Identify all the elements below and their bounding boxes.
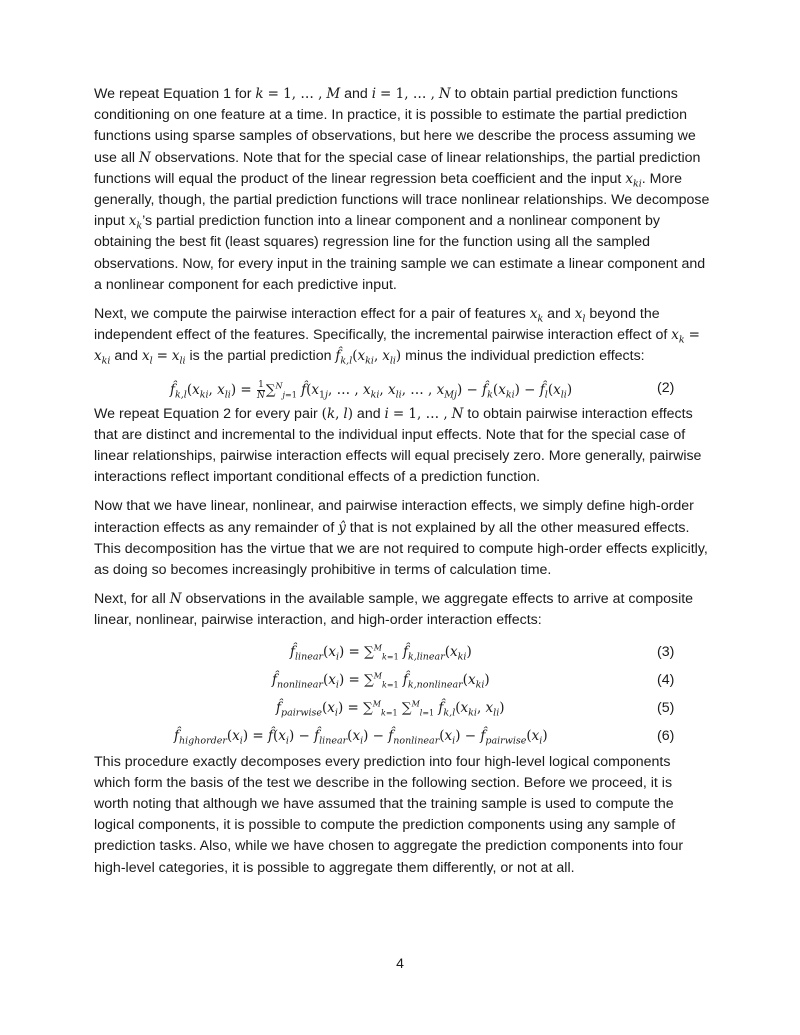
paragraph-3: We repeat Equation 2 for every pair (k, l) and i = 1, … , N to obtain pairwise interaction effects that are distinct and incremental to the individual input effects. Note that for the special case of linear relationships, pairwise interaction effects will equal precisely zero. More generally, pairwise interactions reflect important conditional effects of a prediction function. [94,405,702,486]
paragraph-1: We repeat Equation 1 for k = 1, … , M and i = 1, … , N to obtain partial prediction functions conditioning on one feature at a time. In practice, it is possible to estimate the partial prediction functions using sparse samples of observations, but here we describe the process assuming we use all N observations. Note that for the special case of linear relationships, the partial prediction functions will equal the product of the linear regression beta coefficient and the input $x_{ki}$. More generally, though, the partial prediction functions will trace nonlinear relationships. We decompose input $x_k’s$ partial prediction function into a linear component and a nonlinear component by obtaining the best fit (least squares) regression line for the function using all the sampled observations. Now, for every input in the training sample we can estimate a linear component and a nonlinear component for each predictive input. [94,86,710,293]
paragraph-5: Next, for all N observations in the available sample, we aggregate effects to arrive at composite linear, nonlinear, pairwise interaction, and high-order interaction effects: [94,591,694,629]
equation-6-number: (6) [657,727,675,744]
equation-6-body: $f̂_{highorder}(x_i)$ = $f̂(x_i)$ − $f̂_{linear}(x_i)$ − $f̂_{nonlinear}(x_i)$ − $f̂_{pairwise}(x_i)$ [174,727,548,747]
equation-4-body: $f̂_{nonlinear}(x_i) = \sum^M_{k=1}$ $f̂_{k,nonlinear}(x_{ki})$ [272,671,490,691]
equation-2-number: (2) [657,379,675,396]
paragraph-2: Next, we compute the pairwise interaction effect for a pair of features $x_k$ and $x_l$ beyond the independent effect of the features. Specifically, the incremental pairwise interaction effect of $x_k = x_{ki}$ and $x_l = x_{li}$ is the partial prediction $f̂_{k,l}(x_{ki}$, $x_{li}$) minus the individual prediction effects: [94,306,700,368]
equation-2 [94,376,710,404]
equation-5-number: (5) [657,699,675,716]
equation-6 [94,724,710,752]
equation-4-number: (4) [657,671,675,688]
paper-body [94,84,710,887]
equation-3-body: $f̂_{linear}(x_i) = \sum^M_{k=1}$ $f̂_{k,linear}(x_{ki})$ [290,643,472,663]
paragraph-4: Now that we have linear, nonlinear, and pairwise interaction effects, we simply define high-order interaction effects as any remainder of ŷ that is not explained by all the other measured effects. This decomposition has the virtue that we are not required to compute high-order effects explicitly, as doing so becomes increasingly prohibitive in terms of calculation time. [94,498,708,579]
paragraph-6: This procedure exactly decomposes every prediction into four high-level logical components which form the basis of the test we describe in the following section. Before we proceed, it is worth noting that although we have assumed that the training sample is used to compute the logical components, it is possible to compute the prediction components using any sample of prediction tasks. Also, while we have chosen to aggregate the prediction components into four high-level categories, it is possible to aggregate them differently, or not at all. [94,753,684,876]
equation-4 [94,668,710,696]
equation-5 [94,696,710,724]
page-number: 4 [396,955,404,971]
equation-3-number: (3) [657,643,675,660]
equation-2-body: $f̂_{k,l}(x_{ki}$, $x_{li}$) = $\frac{1}{N}$ ∑$^N_{j=1}$ $f̂(x_{1j}$, … , $x_{ki}$, $x_{li}$, … , $x_{Mj}$) − $f̂_k(x_{ki})$ − $f̂_l(x_{li})$ [170,379,573,401]
equation-5-body: $f̂_{pairwise}(x_i) = \sum^M_{k=1}$ ∑$^M_{l=1}$ $f̂_{k,l}(x_{ki}$, $x_{li}$) [276,699,505,719]
equation-3 [94,640,710,668]
